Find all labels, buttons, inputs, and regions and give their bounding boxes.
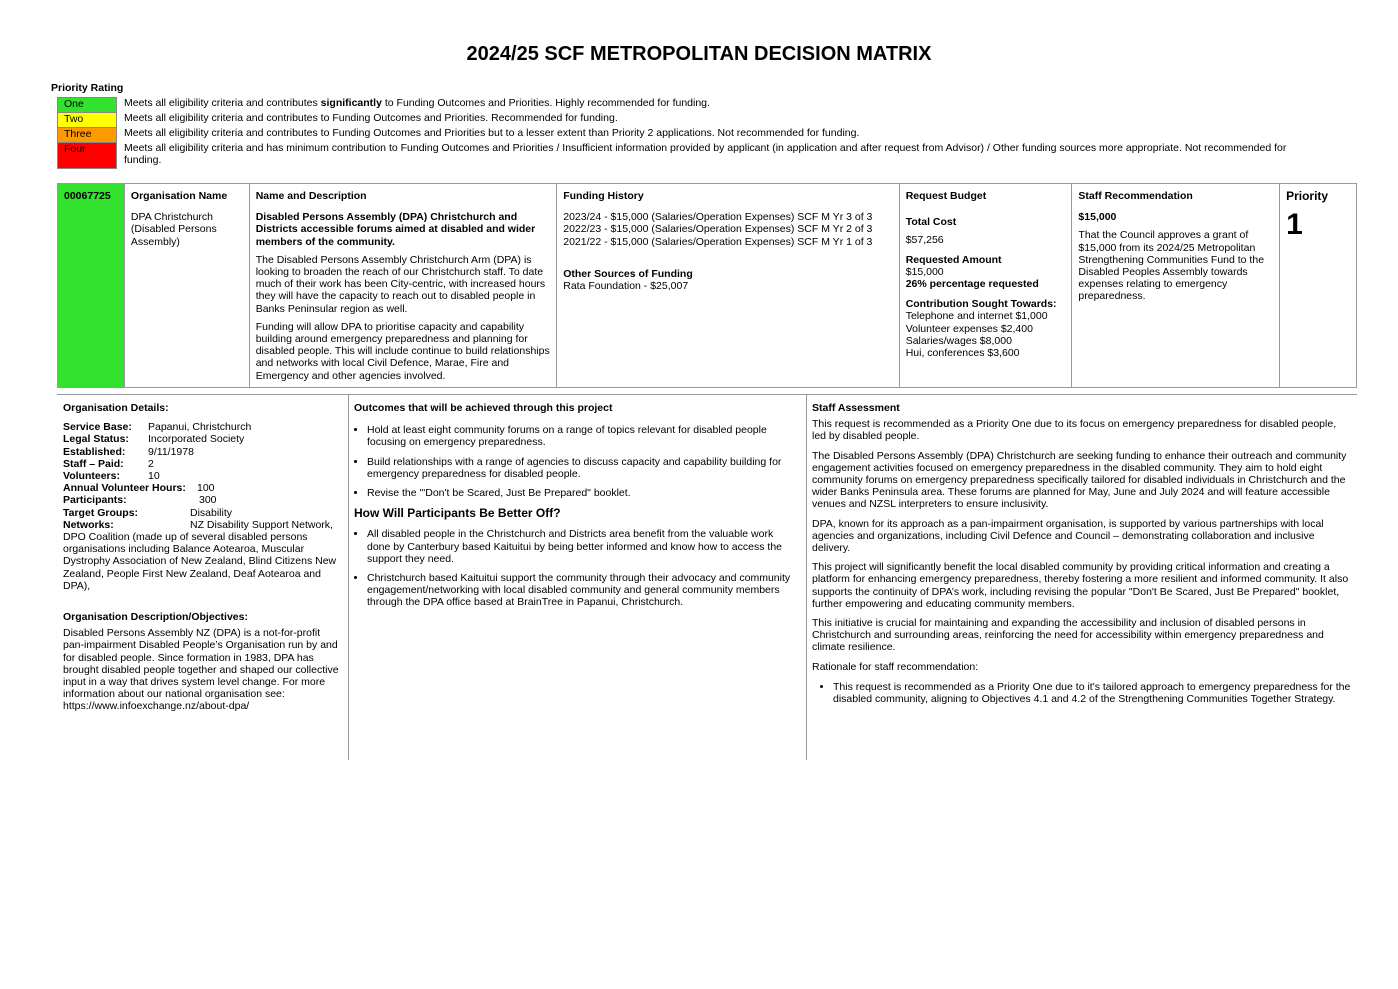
organisation-description-heading: Organisation Description/Objectives: [63,611,248,624]
page-title: 2024/25 SCF METROPOLITAN DECISION MATRIX [466,43,932,65]
other-sources-header: Other Sources of Funding [563,267,693,280]
detail-row: Target Groups: Disability [63,506,233,519]
detail-row: Volunteers: 10 [63,470,160,483]
contribution-item: Volunteer expenses $2,400 [905,322,1033,335]
organisation-name: DPA Christchurch (Disabled Persons Assembly) [130,211,217,248]
detail-row: Legal Status: Incorporated Society [63,433,245,446]
outcomes-heading: Outcomes that will be achieved through this project [354,402,613,414]
contribution-item: Telephone and internet $1,000 [905,310,1048,323]
request-budget-cell [900,184,1073,387]
staff-recommendation-amount: $15,000 [1078,211,1117,224]
outcomes-list [354,424,794,499]
name-description-cell [250,184,558,387]
funding-history-header: Funding History [563,190,644,202]
priority-header: Priority [1286,189,1329,203]
project-description-1: The Disabled Persons Assembly Christchurch Arm (DPA) is looking to broaden the reach of our Christchurch staff. To date much of their work has been City-centric, with increased hours they will have the capacity to reach out to disabled people in Banks Peninsular region as well. [255,253,546,315]
project-name: Disabled Persons Assembly (DPA) Christchurch and Districts accessible forums aimed at disabled and wider members of the community. [255,211,536,248]
organisation-name-header: Organisation Name [130,190,228,202]
outcome-item: • Build relationships with a range of agencies to discuss capacity and capability building for emergency preparedness for disabled people. [367,456,794,480]
priority-four-row [57,142,1307,169]
name-description-header: Name and Description [255,190,367,202]
staff-recommendation-cell [1072,184,1280,387]
requested-amount-label: Requested Amount [905,253,1002,266]
priority-two-swatch: Two [57,112,117,127]
staff-assessment-heading: Staff Assessment [812,402,900,414]
contribution-item: Hui, conferences $3,600 [905,347,1020,360]
priority-three-text: Meets all eligibility criteria and contributes to Funding Outcomes and Priorities but to a lesser extent than Priority 2 applications. Not recommended for funding. [124,127,860,139]
outcomes-column [354,402,794,616]
assessment-paragraph: The Disabled Persons Assembly (DPA) Christchurch are seeking funding to enhance their outreach and community engagement activities focused on emergency preparedness in the disabled community. They aim to hold eight community forums on emergency preparedness specifically tailored for disabled individuals in Christchurch and the wider Banks Peninsula area. These forums are planned for May, June and July 2024 and will feature accessible venues and NZSL interpreters to ensure inclusivity. [812,449,1347,511]
better-off-item: • Christchurch based Kaituitui support the community through their advocacy and community engagement/networking with local disabled community and general community members through the DPA office based at BrainTree in Papanui, Christchurch. [367,572,794,609]
contribution-item: Salaries/wages $8,000 [905,334,1012,347]
priority-two-row [57,112,1307,127]
other-sources: Rata Foundation - $25,007 [563,280,689,293]
detail-row: Staff – Paid: 2 [63,457,154,470]
funding-history-item: 2021/22 - $15,000 (Salaries/Operation Expenses) SCF M Yr 1 of 3 [563,235,873,248]
priority-two-text: Meets all eligibility criteria and contributes to Funding Outcomes and Priorities. Recommended for funding. [124,112,618,124]
organisation-details-column [63,402,343,713]
column-divider [806,395,807,760]
funding-history-cell [557,184,899,387]
application-id: 00067725 [58,184,125,387]
outcome-item: • Revise the "'Don't be Scared, Just Be Prepared" booklet. [367,487,794,499]
assessment-paragraph: This request is recommended as a Priority One due to its focus on emergency preparedness for disabled people, led by disabled people. [812,418,1337,443]
networks-continued: DPO Coalition (made up of several disabled persons organisations including Balance Aotearoa, Muscular Dystrophy Association of New Zealand, Blind Citizens New Zealand, People First New Zealand, Deaf Aotearoa and DPA), [63,531,337,592]
priority-three-swatch: Three [57,127,117,142]
outcome-item: • Hold at least eight community forums on a range of topics relevant for disabled people focusing on emergency preparedness. [367,424,794,448]
assessment-paragraph: This initiative is crucial for maintaining and expanding the accessibility and inclusion of disabled persons in Christchurch and surrounding areas, reinforcing the need for accessibility within emergency preparedness and climate resilience. [812,617,1324,654]
total-cost-value: $57,256 [905,234,944,247]
rationale-label: Rationale for staff recommendation: [812,660,979,673]
priority-legend [57,97,1307,169]
detail-row: Service Base: Papanui, Christchurch [63,421,252,434]
better-off-heading: How Will Participants Be Better Off? [354,506,561,521]
priority-one-row [57,97,1307,112]
column-divider [348,395,349,760]
priority-four-swatch: Four [57,142,117,169]
project-description-2: Funding will allow DPA to prioritise capacity and capability building around emergency preparedness and planning for disabled people. This will include continue to build relationships and networks with local Civil Defence, Marae, Fire and Emergency and other agencies involved. [255,320,550,382]
better-off-list [354,528,794,608]
total-cost-label: Total Cost [905,216,957,229]
percentage-requested: 26% percentage requested [905,278,1039,291]
contribution-label: Contribution Sought Towards: [905,298,1057,311]
priority-value: 1 [1286,208,1303,242]
priority-one-text: Meets all eligibility criteria and contributes significantly to Funding Outcomes and Priorities. Highly recommended for funding. [124,97,710,109]
funding-history-item: 2023/24 - $15,000 (Salaries/Operation Expenses) SCF M Yr 3 of 3 [563,211,873,224]
detail-row: Established: 9/11/1978 [63,445,194,458]
detail-row: Annual Volunteer Hours: 100 [63,482,215,495]
organisation-details-heading: Organisation Details: [63,402,169,414]
request-budget-header: Request Budget [905,190,987,202]
section-divider [57,394,1357,395]
staff-assessment-column [812,402,1352,712]
priority-cell [1280,184,1356,387]
priority-rating-heading: Priority Rating [51,82,124,94]
staff-recommendation-header: Staff Recommendation [1078,190,1193,202]
detail-row: Participants: 300 [63,494,217,507]
organisation-description: Disabled Persons Assembly NZ (DPA) is a not-for-profit pan-impairment Disabled People’s Organisation run by and for disabled people. Since formation in 1983, DPA has brought disabled people together and shaped our collective input in a way that drives system level change. For more information about our national organisation see: https://www.infoexchange.nz/about-dpa/ [63,627,339,713]
staff-recommendation-text: That the Council approves a grant of $15,000 from its 2024/25 Metropolitan Strengthening Communities Fund to the Disabled Peoples Assembly towards expenses relating to emergency preparedness. [1078,229,1265,303]
assessment-paragraph: This project will significantly benefit the local disabled community by providing critical information and creating a platform for enhancing emergency preparedness, thereby fostering a more resilient and informed community. It also supports the continuity of DPA’s work, including revising the popular "Don't Be Scared, Just Be Prepared" booklet, further empowering and educating community members. [812,561,1349,610]
priority-four-text: Meets all eligibility criteria and has minimum contribution to Funding Outcomes and Priorities / Insufficient information provided by applicant (in application and after request from Advisor) / Other funding sources more appropriate. Not recommended for funding. [124,142,1287,167]
rationale-list [812,681,1352,705]
priority-one-swatch: One [57,97,117,112]
better-off-item: • All disabled people in the Christchurch and Districts area benefit from the valuable work done by Canterbury based Kaituitui by being better informed and know how to access the support they need. [367,528,794,565]
decision-matrix-row [57,183,1357,388]
funding-history-item: 2022/23 - $15,000 (Salaries/Operation Expenses) SCF M Yr 2 of 3 [563,223,873,236]
priority-three-row [57,127,1307,142]
networks-row: Networks: NZ Disability Support Network, [63,518,333,531]
requested-amount-value: $15,000 [905,265,944,278]
rationale-item: • This request is recommended as a Priority One due to it's tailored approach to emergency preparedness for the disabled community, aligning to Objectives 4.1 and 4.2 of the Strengthening Communities Together Strategy. [833,681,1352,705]
assessment-paragraph: DPA, known for its approach as a pan-impairment organisation, is supported by various partnerships with local agencies and organizations, including Civil Defence and Council – demonstrating collaboration and inclusive delivery. [812,517,1324,555]
organisation-name-cell [125,184,250,387]
